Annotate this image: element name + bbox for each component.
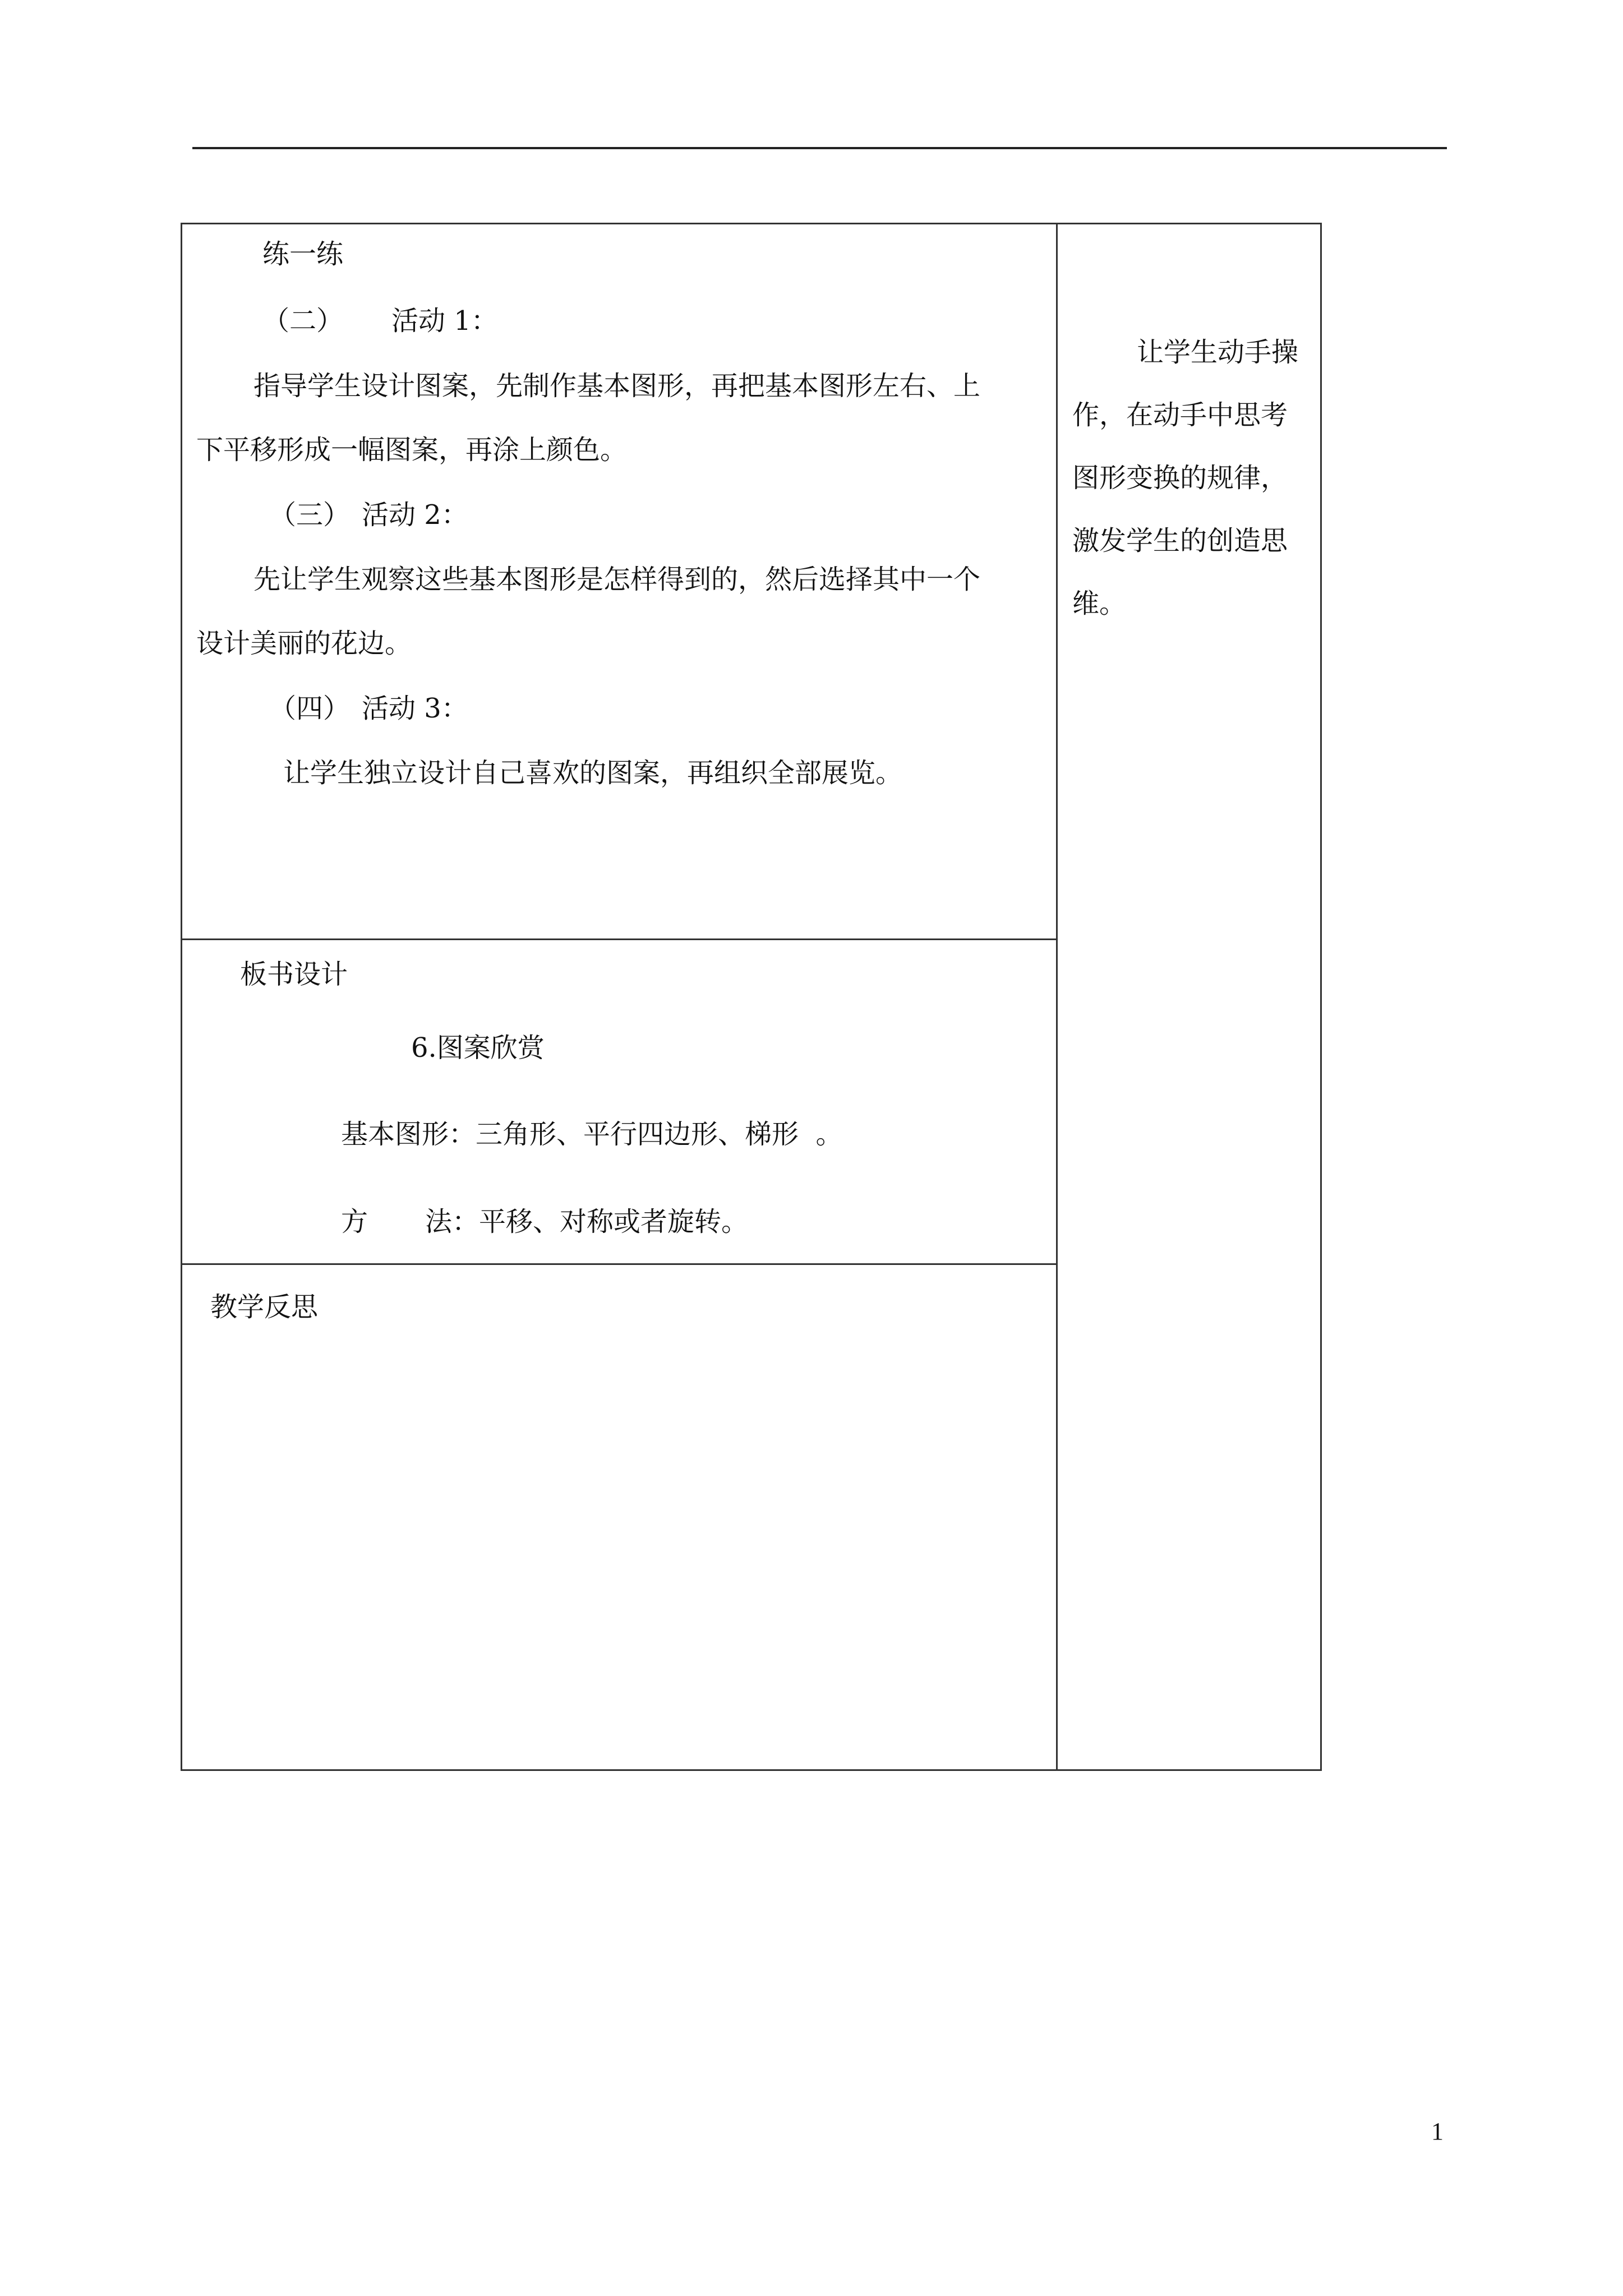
board-method-label: 方 [341, 1206, 368, 1237]
activity1-label: （二） [262, 305, 344, 337]
row-divider-reflection [181, 1263, 1057, 1265]
activity3-label: （四） [269, 693, 351, 724]
board-title: 6.图案欣赏 [411, 1032, 545, 1064]
activity1-line-1: 指导学生设计图案，先制作基本图形，再把基本图形左右、上 [253, 370, 981, 402]
activity3-line-1: 让学生独立设计自己喜欢的图案，再组织全部展览。 [283, 757, 903, 789]
reflection-heading: 教学反思 [210, 1291, 319, 1323]
board-heading: 板书设计 [240, 959, 348, 990]
side-note-line-3: 图形变换的规律， [1072, 462, 1288, 494]
page-number: 1 [1431, 2118, 1444, 2145]
header-rule [192, 147, 1447, 149]
row-divider-board [181, 938, 1057, 940]
board-method-value: 法：平移、对称或者旋转。 [425, 1206, 749, 1237]
side-note-line-1: 让学生动手操 [1137, 337, 1299, 368]
activity2-title: 活动 2： [362, 499, 468, 531]
activity2-label: （三） [269, 499, 351, 531]
side-note-line-5: 维。 [1072, 588, 1127, 619]
activity2-line-1: 先让学生观察这些基本图形是怎样得到的，然后选择其中一个 [253, 564, 981, 595]
activity1-title: 活动 1： [391, 305, 498, 337]
activity2-line-2: 设计美丽的花边。 [196, 628, 412, 659]
side-note [1072, 321, 1313, 635]
practice-heading: 练一练 [262, 238, 344, 270]
activity3-title: 活动 3： [362, 693, 468, 724]
side-note-line-4: 激发学生的创造思 [1072, 525, 1288, 556]
board-basic-shapes: 基本图形：三角形、平行四边形、梯形 。 [341, 1119, 843, 1150]
column-divider [1056, 223, 1058, 1771]
activity1-line-2: 下平移形成一幅图案，再涂上颜色。 [196, 434, 628, 466]
side-note-line-2: 作，在动手中思考 [1072, 399, 1288, 431]
